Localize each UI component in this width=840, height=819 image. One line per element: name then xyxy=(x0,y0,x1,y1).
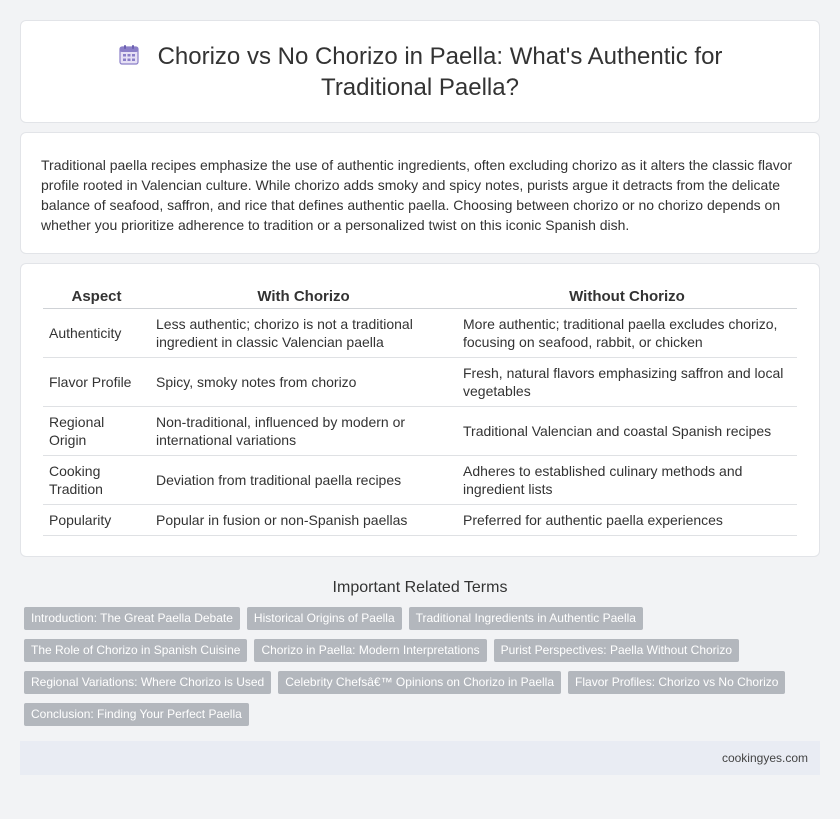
related-terms-heading: Important Related Terms xyxy=(332,579,508,596)
related-term-tag[interactable]: The Role of Chorizo in Spanish Cuisine xyxy=(24,639,247,662)
header-aspect: Aspect xyxy=(43,284,150,309)
calendar-icon xyxy=(118,43,140,65)
related-term-tag[interactable]: Historical Origins of Paella xyxy=(247,607,402,630)
related-term-tag[interactable]: Traditional Ingredients in Authentic Paella xyxy=(409,607,643,630)
comparison-table xyxy=(43,284,797,536)
cell-aspect: Cooking Tradition xyxy=(43,456,150,505)
cell-without-chorizo: Adheres to established culinary methods and ingredient lists xyxy=(457,456,797,505)
table-row xyxy=(43,456,797,505)
table-row xyxy=(43,505,797,536)
footer-site-name[interactable]: cookingyes.com xyxy=(721,751,808,765)
table-row xyxy=(43,358,797,407)
related-terms-tags xyxy=(20,607,820,735)
cell-without-chorizo: Traditional Valencian and coastal Spanish recipes xyxy=(457,407,797,456)
related-term-tag[interactable]: Regional Variations: Where Chorizo is Used xyxy=(24,671,271,694)
related-term-tag[interactable]: Purist Perspectives: Paella Without Chorizo xyxy=(494,639,739,662)
page-title xyxy=(61,41,779,103)
header-with-chorizo: With Chorizo xyxy=(150,284,457,309)
cell-without-chorizo: Preferred for authentic paella experiences xyxy=(457,505,797,536)
cell-without-chorizo: Fresh, natural flavors emphasizing saffron and local vegetables xyxy=(457,358,797,407)
cell-without-chorizo: More authentic; traditional paella excludes chorizo, focusing on seafood, rabbit, or chicken xyxy=(457,309,797,358)
cell-with-chorizo: Popular in fusion or non-Spanish paellas xyxy=(150,505,457,536)
table-header-row xyxy=(43,284,797,309)
footer xyxy=(20,741,820,775)
cell-with-chorizo: Spicy, smoky notes from chorizo xyxy=(150,358,457,407)
related-term-tag[interactable]: Introduction: The Great Paella Debate xyxy=(24,607,240,630)
intro-paragraph: Traditional paella recipes emphasize the use of authentic ingredients, often excluding chorizo as it alters the classic flavor profile rooted in Valencian culture. While chorizo adds smoky and spicy notes, purists argue it detracts from the delicate balance of seafood, saffron, and rice that defines authentic paella. Choosing between chorizo or no chorizo depends on whether you prioritize adherence to tradition or a personalized twist on this iconic Spanish dish. xyxy=(41,157,793,233)
cell-with-chorizo: Less authentic; chorizo is not a traditional ingredient in classic Valencian paella xyxy=(150,309,457,358)
comparison-card xyxy=(20,263,820,557)
related-term-tag[interactable]: Conclusion: Finding Your Perfect Paella xyxy=(24,703,249,726)
header-without-chorizo: Without Chorizo xyxy=(457,284,797,309)
cell-aspect: Popularity xyxy=(43,505,150,536)
title-card xyxy=(20,20,820,123)
cell-aspect: Regional Origin xyxy=(43,407,150,456)
page-title-text: Chorizo vs No Chorizo in Paella: What's Authentic for Traditional Paella? xyxy=(157,42,723,101)
related-term-tag[interactable]: Chorizo in Paella: Modern Interpretations xyxy=(254,639,486,662)
table-row xyxy=(43,309,797,358)
intro-card xyxy=(20,132,820,254)
related-term-tag[interactable]: Celebrity Chefsâ€™ Opinions on Chorizo in Paella xyxy=(278,671,561,694)
related-term-tag[interactable]: Flavor Profiles: Chorizo vs No Chorizo xyxy=(568,671,785,694)
cell-aspect: Authenticity xyxy=(43,309,150,358)
related-terms-section xyxy=(20,579,820,735)
cell-with-chorizo: Non-traditional, influenced by modern or international variations xyxy=(150,407,457,456)
table-row xyxy=(43,407,797,456)
cell-aspect: Flavor Profile xyxy=(43,358,150,407)
cell-with-chorizo: Deviation from traditional paella recipes xyxy=(150,456,457,505)
